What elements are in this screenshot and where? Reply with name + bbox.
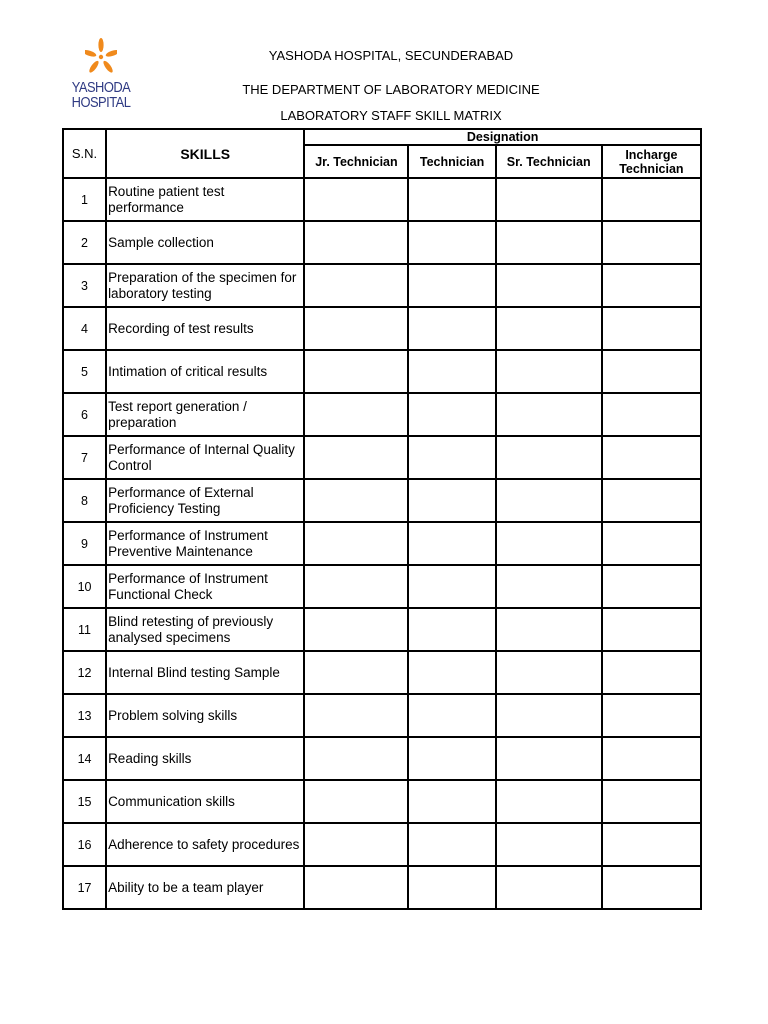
table-row [63,350,701,393]
skill-matrix-table [62,128,702,910]
row-skill [106,737,304,780]
row-sn: 3 [63,264,106,307]
rating-cell[interactable] [304,307,408,350]
row-skill-text: Sample collection [108,234,214,250]
rating-cell[interactable] [408,866,495,909]
rating-cell[interactable] [496,221,602,264]
row-skill [106,221,304,264]
table-row [63,178,701,221]
rating-cell[interactable] [408,780,495,823]
rating-cell[interactable] [602,307,701,350]
row-skill-text: Communication skills [108,793,235,809]
row-skill-text: Recording of test results [108,320,254,336]
row-sn: 4 [63,307,106,350]
rating-cell[interactable] [602,479,701,522]
designation-sr-technician: Sr. Technician [496,145,602,178]
table-row [63,221,701,264]
rating-cell[interactable] [602,608,701,651]
row-sn: 9 [63,522,106,565]
skill-rows [63,178,701,909]
row-skill [106,823,304,866]
table-row [63,608,701,651]
row-skill [106,866,304,909]
designation-header: Designation [304,129,701,145]
row-sn: 13 [63,694,106,737]
rating-cell[interactable] [408,651,495,694]
row-skill-text: Blind retesting of previously analysed specimens [108,613,274,645]
row-skill [106,350,304,393]
rating-cell[interactable] [408,393,495,436]
table-row [63,264,701,307]
rating-cell[interactable] [602,221,701,264]
table-row [63,737,701,780]
row-sn: 8 [63,479,106,522]
rating-cell[interactable] [408,264,495,307]
row-skill-text: Problem solving skills [108,707,238,723]
rating-cell[interactable] [304,608,408,651]
table-row [63,780,701,823]
row-skill [106,522,304,565]
row-skill [106,608,304,651]
rating-cell[interactable] [496,264,602,307]
rating-cell[interactable] [496,522,602,565]
rating-cell[interactable] [304,178,408,221]
row-skill [106,565,304,608]
rating-cell[interactable] [304,393,408,436]
rating-cell[interactable] [496,651,602,694]
rating-cell[interactable] [496,565,602,608]
rating-cell[interactable] [602,522,701,565]
rating-cell[interactable] [304,522,408,565]
row-sn: 14 [63,737,106,780]
row-skill [106,780,304,823]
row-sn: 1 [63,178,106,221]
rating-cell[interactable] [304,565,408,608]
row-skill [106,436,304,479]
document-title: LABORATORY STAFF SKILL MATRIX [280,108,502,123]
row-skill [106,178,304,221]
table-row [63,823,701,866]
rating-cell[interactable] [496,608,602,651]
rating-cell[interactable] [602,264,701,307]
rating-cell[interactable] [408,565,495,608]
rating-cell[interactable] [602,780,701,823]
rating-cell[interactable] [602,694,701,737]
row-skill-text: Ability to be a team player [108,879,264,895]
rating-cell[interactable] [304,479,408,522]
rating-cell[interactable] [496,737,602,780]
row-sn: 6 [63,393,106,436]
row-sn: 16 [63,823,106,866]
rating-cell[interactable] [496,307,602,350]
rating-cell[interactable] [408,350,495,393]
sn-header: S.N. [63,129,106,178]
row-skill [106,264,304,307]
table-row [63,522,701,565]
designation-incharge-technician: Incharge Technician [602,145,701,178]
rating-cell[interactable] [304,221,408,264]
logo-line1: YASHODA [71,79,131,96]
rating-cell[interactable] [602,823,701,866]
row-skill [106,393,304,436]
row-skill [106,479,304,522]
table-row [63,479,701,522]
row-sn: 17 [63,866,106,909]
department-name: THE DEPARTMENT OF LABORATORY MEDICINE [242,82,540,97]
rating-cell[interactable] [602,565,701,608]
row-skill-text: Adherence to safety procedures [108,836,300,852]
row-skill-text: Preparation of the specimen for laboratory testing [108,269,297,301]
row-skill [106,694,304,737]
row-skill-text: Reading skills [108,750,192,766]
rating-cell[interactable] [408,737,495,780]
table-row [63,307,701,350]
rating-cell[interactable] [496,823,602,866]
row-skill-text: Performance of Instrument Preventive Maintenance [108,527,268,559]
rating-cell[interactable] [408,522,495,565]
row-skill-text: Routine patient test performance [108,183,225,215]
skills-header: SKILLS [106,129,304,178]
rating-cell[interactable] [304,737,408,780]
rating-cell[interactable] [408,436,495,479]
rating-cell[interactable] [304,651,408,694]
table-row [63,393,701,436]
table-row [63,651,701,694]
rating-cell[interactable] [304,264,408,307]
row-sn: 11 [63,608,106,651]
rating-cell[interactable] [408,178,495,221]
rating-cell[interactable] [304,350,408,393]
rating-cell[interactable] [496,694,602,737]
rating-cell[interactable] [304,436,408,479]
row-skill-text: Test report generation / preparation [108,398,247,430]
rating-cell[interactable] [496,436,602,479]
rating-cell[interactable] [408,823,495,866]
rating-cell[interactable] [602,178,701,221]
logo-line2: HOSPITAL [71,94,131,111]
rating-cell[interactable] [304,780,408,823]
row-skill-text: Performance of Internal Quality Control [108,441,295,473]
rating-cell[interactable] [496,393,602,436]
rating-cell[interactable] [496,780,602,823]
row-skill [106,651,304,694]
rating-cell[interactable] [496,479,602,522]
row-sn: 15 [63,780,106,823]
rating-cell[interactable] [408,608,495,651]
rating-cell[interactable] [304,823,408,866]
rating-cell[interactable] [408,221,495,264]
rating-cell[interactable] [408,307,495,350]
rating-cell[interactable] [496,350,602,393]
row-sn: 5 [63,350,106,393]
rating-cell[interactable] [602,651,701,694]
rating-cell[interactable] [602,350,701,393]
row-sn: 12 [63,651,106,694]
row-skill-text: Performance of External Proficiency Testing [108,484,254,516]
row-sn: 10 [63,565,106,608]
rating-cell[interactable] [602,866,701,909]
row-skill [106,307,304,350]
designation-jr-technician: Jr. Technician [304,145,408,178]
table-row [63,866,701,909]
row-sn: 7 [63,436,106,479]
rating-cell[interactable] [408,479,495,522]
rating-cell[interactable] [602,393,701,436]
designation-technician: Technician [408,145,495,178]
table-row [63,436,701,479]
row-sn: 2 [63,221,106,264]
row-skill-text: Performance of Instrument Functional Check [108,570,268,602]
rating-cell[interactable] [496,866,602,909]
rating-cell[interactable] [304,694,408,737]
rating-cell[interactable] [408,694,495,737]
row-skill-text: Internal Blind testing Sample [108,664,280,680]
rating-cell[interactable] [602,737,701,780]
table-row [63,565,701,608]
rating-cell[interactable] [304,866,408,909]
table-row [63,694,701,737]
row-skill-text: Intimation of critical results [108,363,268,379]
hospital-name: YASHODA HOSPITAL, SECUNDERABAD [268,48,514,63]
rating-cell[interactable] [602,436,701,479]
rating-cell[interactable] [496,178,602,221]
